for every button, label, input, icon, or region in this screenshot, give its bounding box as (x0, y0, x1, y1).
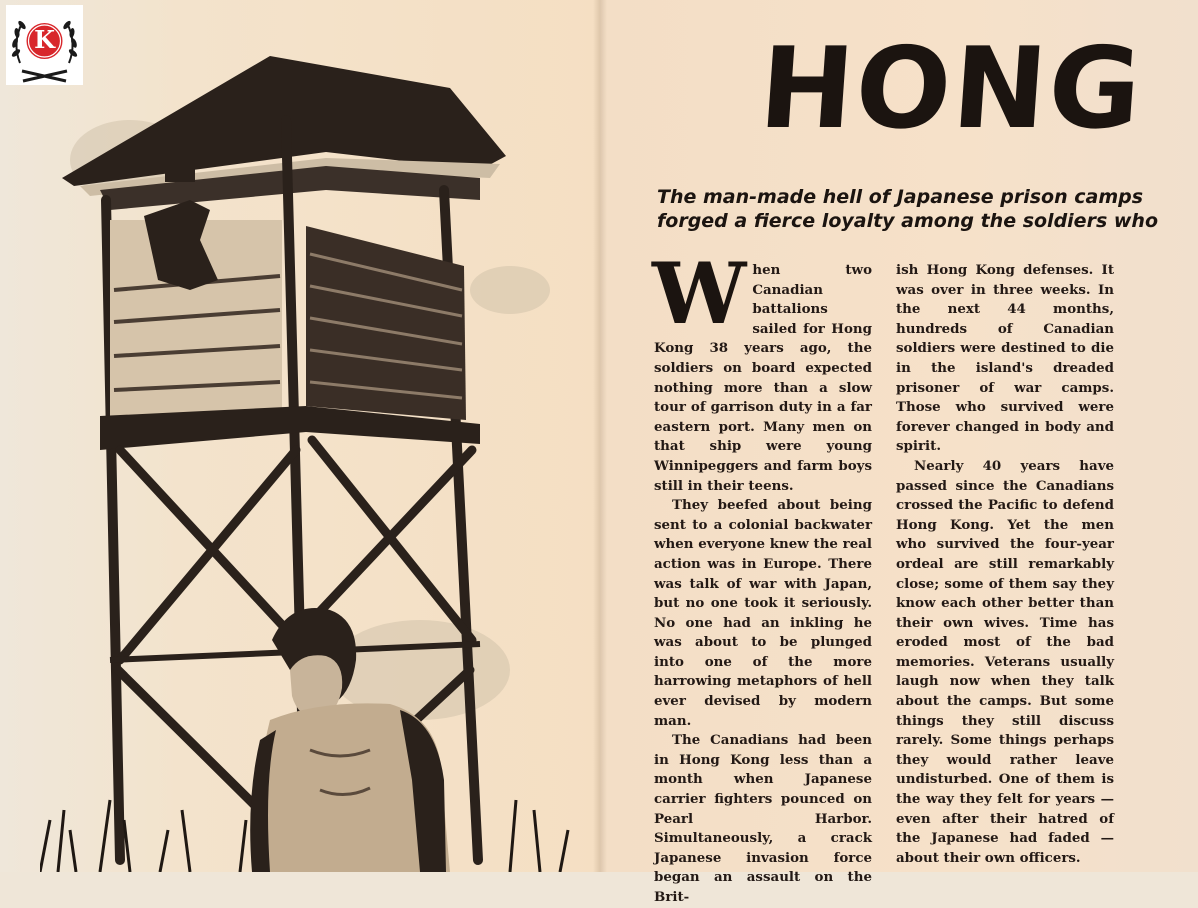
article-column-2 (896, 261, 1114, 868)
paragraph: ish Hong Kong defenses. It was over in three weeks. In the next 44 months, hundreds of Canadian soldiers were destined to die in the island's dreaded prisoner of war camps. Those who survived were forever changed in body and spirit. (896, 262, 1114, 455)
logo-letter: K (34, 25, 55, 54)
deck-line: The man-made hell of Japanese prison camps (657, 186, 1144, 208)
drop-cap: W (652, 244, 747, 343)
paragraph: hen two Canadian battalions sailed for Hong Kong 38 years ago, the soldiers on board expected nothing more than a slow tour of garrison duty in a far eastern port. Many men on that ship were young Winnipeggers and farm boys still in their teens. (654, 262, 872, 494)
article-column-1 (652, 244, 872, 908)
paragraph: Nearly 40 years have passed since the Canadians crossed the Pacific to defend Hong Kong. Yet the men who survived the four-year ordeal are still remarkably close; some of them say they know each other better than their own wives. Time has eroded most of the bad memories. Veterans usually laugh now when they talk about the camps. But some things they still discuss rarely. Some things perhaps they would rather leave undisturbed. One of them is the way they felt for years — even after their hatred of the Japanese had faded — about their own officers. (896, 457, 1114, 866)
page-fold (593, 0, 607, 872)
paragraph: They beefed about being sent to a colonial backwater when everyone knew the real action was in Europe. There was talk of war with Japan, but no one took it seriously. No one had an inkling he was about to be plunged into one of the more harrowing metaphors of hell ever devised by modern man. (654, 497, 872, 729)
paragraph: The Canadians had been in Hong Kong less than a month when Japanese carrier fighters pounced on Pearl Harbor. Simultaneously, a crack Japanese invasion force began an assault on the Brit- (654, 732, 872, 905)
deck (657, 185, 1158, 233)
headline: HONG (755, 24, 1148, 154)
deck-line: forged a fierce loyalty among the soldiers who (657, 210, 1158, 232)
watchtower-illustration (40, 40, 585, 872)
